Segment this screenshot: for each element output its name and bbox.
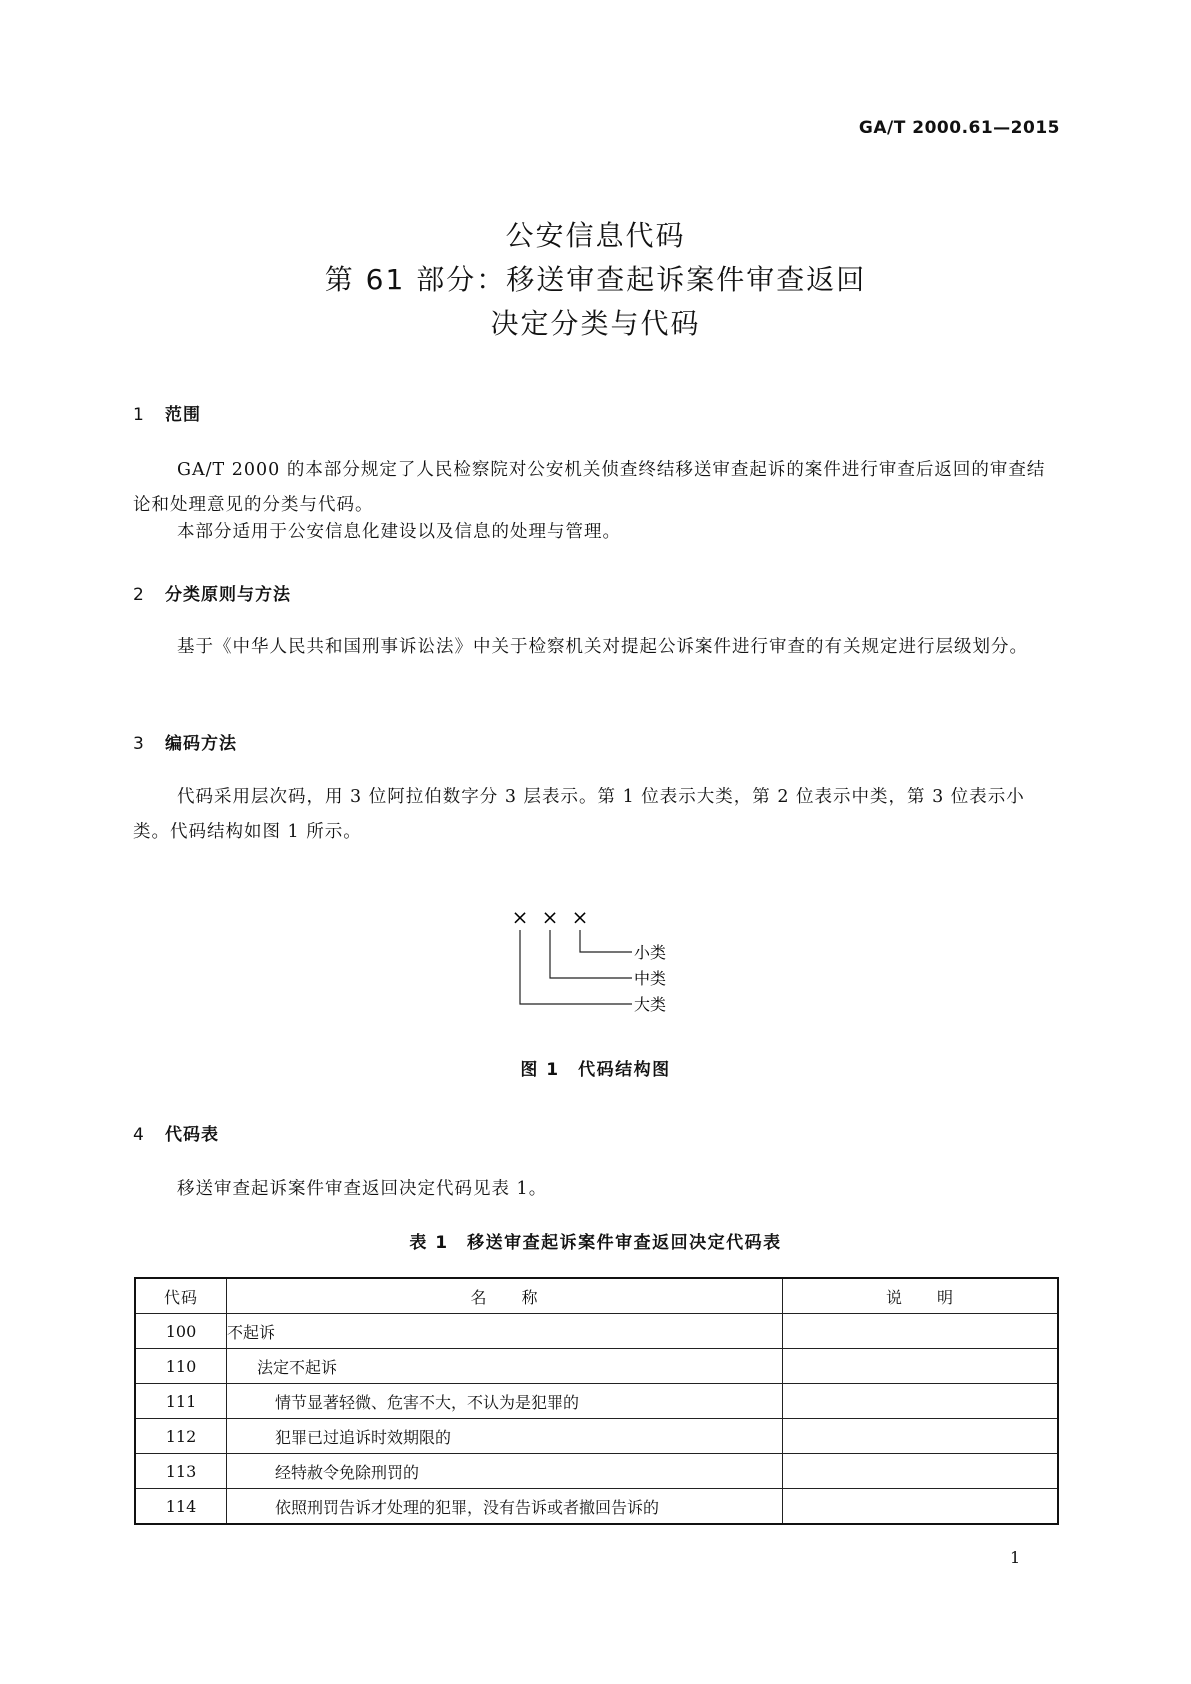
section-number: 1	[133, 405, 145, 425]
cell-name: 法定不起诉	[227, 1349, 783, 1384]
cell-name: 经特赦令免除刑罚的	[227, 1454, 783, 1489]
cell-note	[783, 1489, 1059, 1525]
header-name: 名 称	[227, 1278, 783, 1314]
page-number: 1	[1010, 1548, 1021, 1567]
table-row	[135, 1349, 1058, 1384]
cell-note	[783, 1384, 1059, 1419]
section-title: 代码表	[165, 1125, 219, 1145]
table-caption: 表 1 移送审查起诉案件审查返回决定代码表	[409, 1233, 782, 1253]
label-small-category: 小类	[634, 943, 667, 962]
section-title: 范围	[165, 405, 201, 425]
table-row	[135, 1454, 1058, 1489]
title-line-1: 公安信息代码	[505, 219, 686, 252]
table-row	[135, 1419, 1058, 1454]
section-1-paragraph-1: GA/T 2000 的本部分规定了人民检察院对公安机关侦查终结移送审查起诉的案件进行审查后返回的审查结论和处理意见的分类与代码。	[133, 460, 1046, 515]
cell-code: 114	[135, 1489, 227, 1525]
title-line-3: 决定分类与代码	[490, 307, 701, 340]
code-structure-diagram	[500, 904, 700, 1032]
cell-code: 110	[135, 1349, 227, 1384]
table-row	[135, 1489, 1058, 1525]
section-title: 分类原则与方法	[165, 585, 291, 605]
connector-small	[580, 930, 632, 952]
section-number: 2	[133, 585, 145, 605]
cell-code: 100	[135, 1314, 227, 1349]
connector-large	[520, 930, 632, 1004]
digit-mark-middle: ×	[541, 905, 559, 929]
section-3-paragraph-1: 代码采用层次码，用 3 位阿拉伯数字分 3 层表示。第 1 位表示大类，第 2 位表示中类，第 3 位表示小类。代码结构如图 1 所示。	[133, 787, 1025, 842]
cell-code: 113	[135, 1454, 227, 1489]
cell-name: 不起诉	[227, 1314, 783, 1349]
section-number: 4	[133, 1125, 145, 1145]
section-title: 编码方法	[165, 734, 237, 754]
cell-code: 111	[135, 1384, 227, 1419]
connector-middle	[550, 930, 632, 978]
cell-note	[783, 1349, 1059, 1384]
cell-note	[783, 1419, 1059, 1454]
header-code: 代码	[135, 1278, 227, 1314]
label-large-category: 大类	[634, 995, 667, 1014]
cell-code: 112	[135, 1419, 227, 1454]
cell-name: 犯罪已过追诉时效期限的	[227, 1419, 783, 1454]
section-2-paragraph-1: 基于《中华人民共和国刑事诉讼法》中关于检察机关对提起公诉案件进行审查的有关规定进行层级划分。	[177, 637, 1028, 657]
header-note: 说 明	[783, 1278, 1059, 1314]
section-2-heading	[133, 580, 291, 605]
section-4-heading	[133, 1120, 219, 1145]
cell-note	[783, 1454, 1059, 1489]
label-middle-category: 中类	[634, 969, 667, 988]
standard-number: GA/T 2000.61—2015	[858, 118, 1060, 138]
figure-caption: 图 1 代码结构图	[520, 1060, 671, 1080]
table-header-row	[135, 1278, 1058, 1314]
cell-name: 情节显著轻微、危害不大，不认为是犯罪的	[227, 1384, 783, 1419]
cell-name: 依照刑罚告诉才处理的犯罪，没有告诉或者撤回告诉的	[227, 1489, 783, 1525]
table-row	[135, 1314, 1058, 1349]
table-row	[135, 1384, 1058, 1419]
digit-mark-large: ×	[511, 905, 529, 929]
section-number: 3	[133, 734, 145, 754]
section-4-paragraph-1: 移送审查起诉案件审查返回决定代码见表 1。	[177, 1179, 548, 1199]
digit-mark-small: ×	[571, 905, 589, 929]
cell-note	[783, 1314, 1059, 1349]
code-table	[134, 1277, 1059, 1525]
section-1-heading	[133, 400, 201, 425]
section-3-heading	[133, 729, 237, 754]
title-line-2: 第 61 部分：移送审查起诉案件审查返回	[324, 263, 867, 296]
section-1-paragraph-2: 本部分适用于公安信息化建设以及信息的处理与管理。	[177, 522, 621, 542]
